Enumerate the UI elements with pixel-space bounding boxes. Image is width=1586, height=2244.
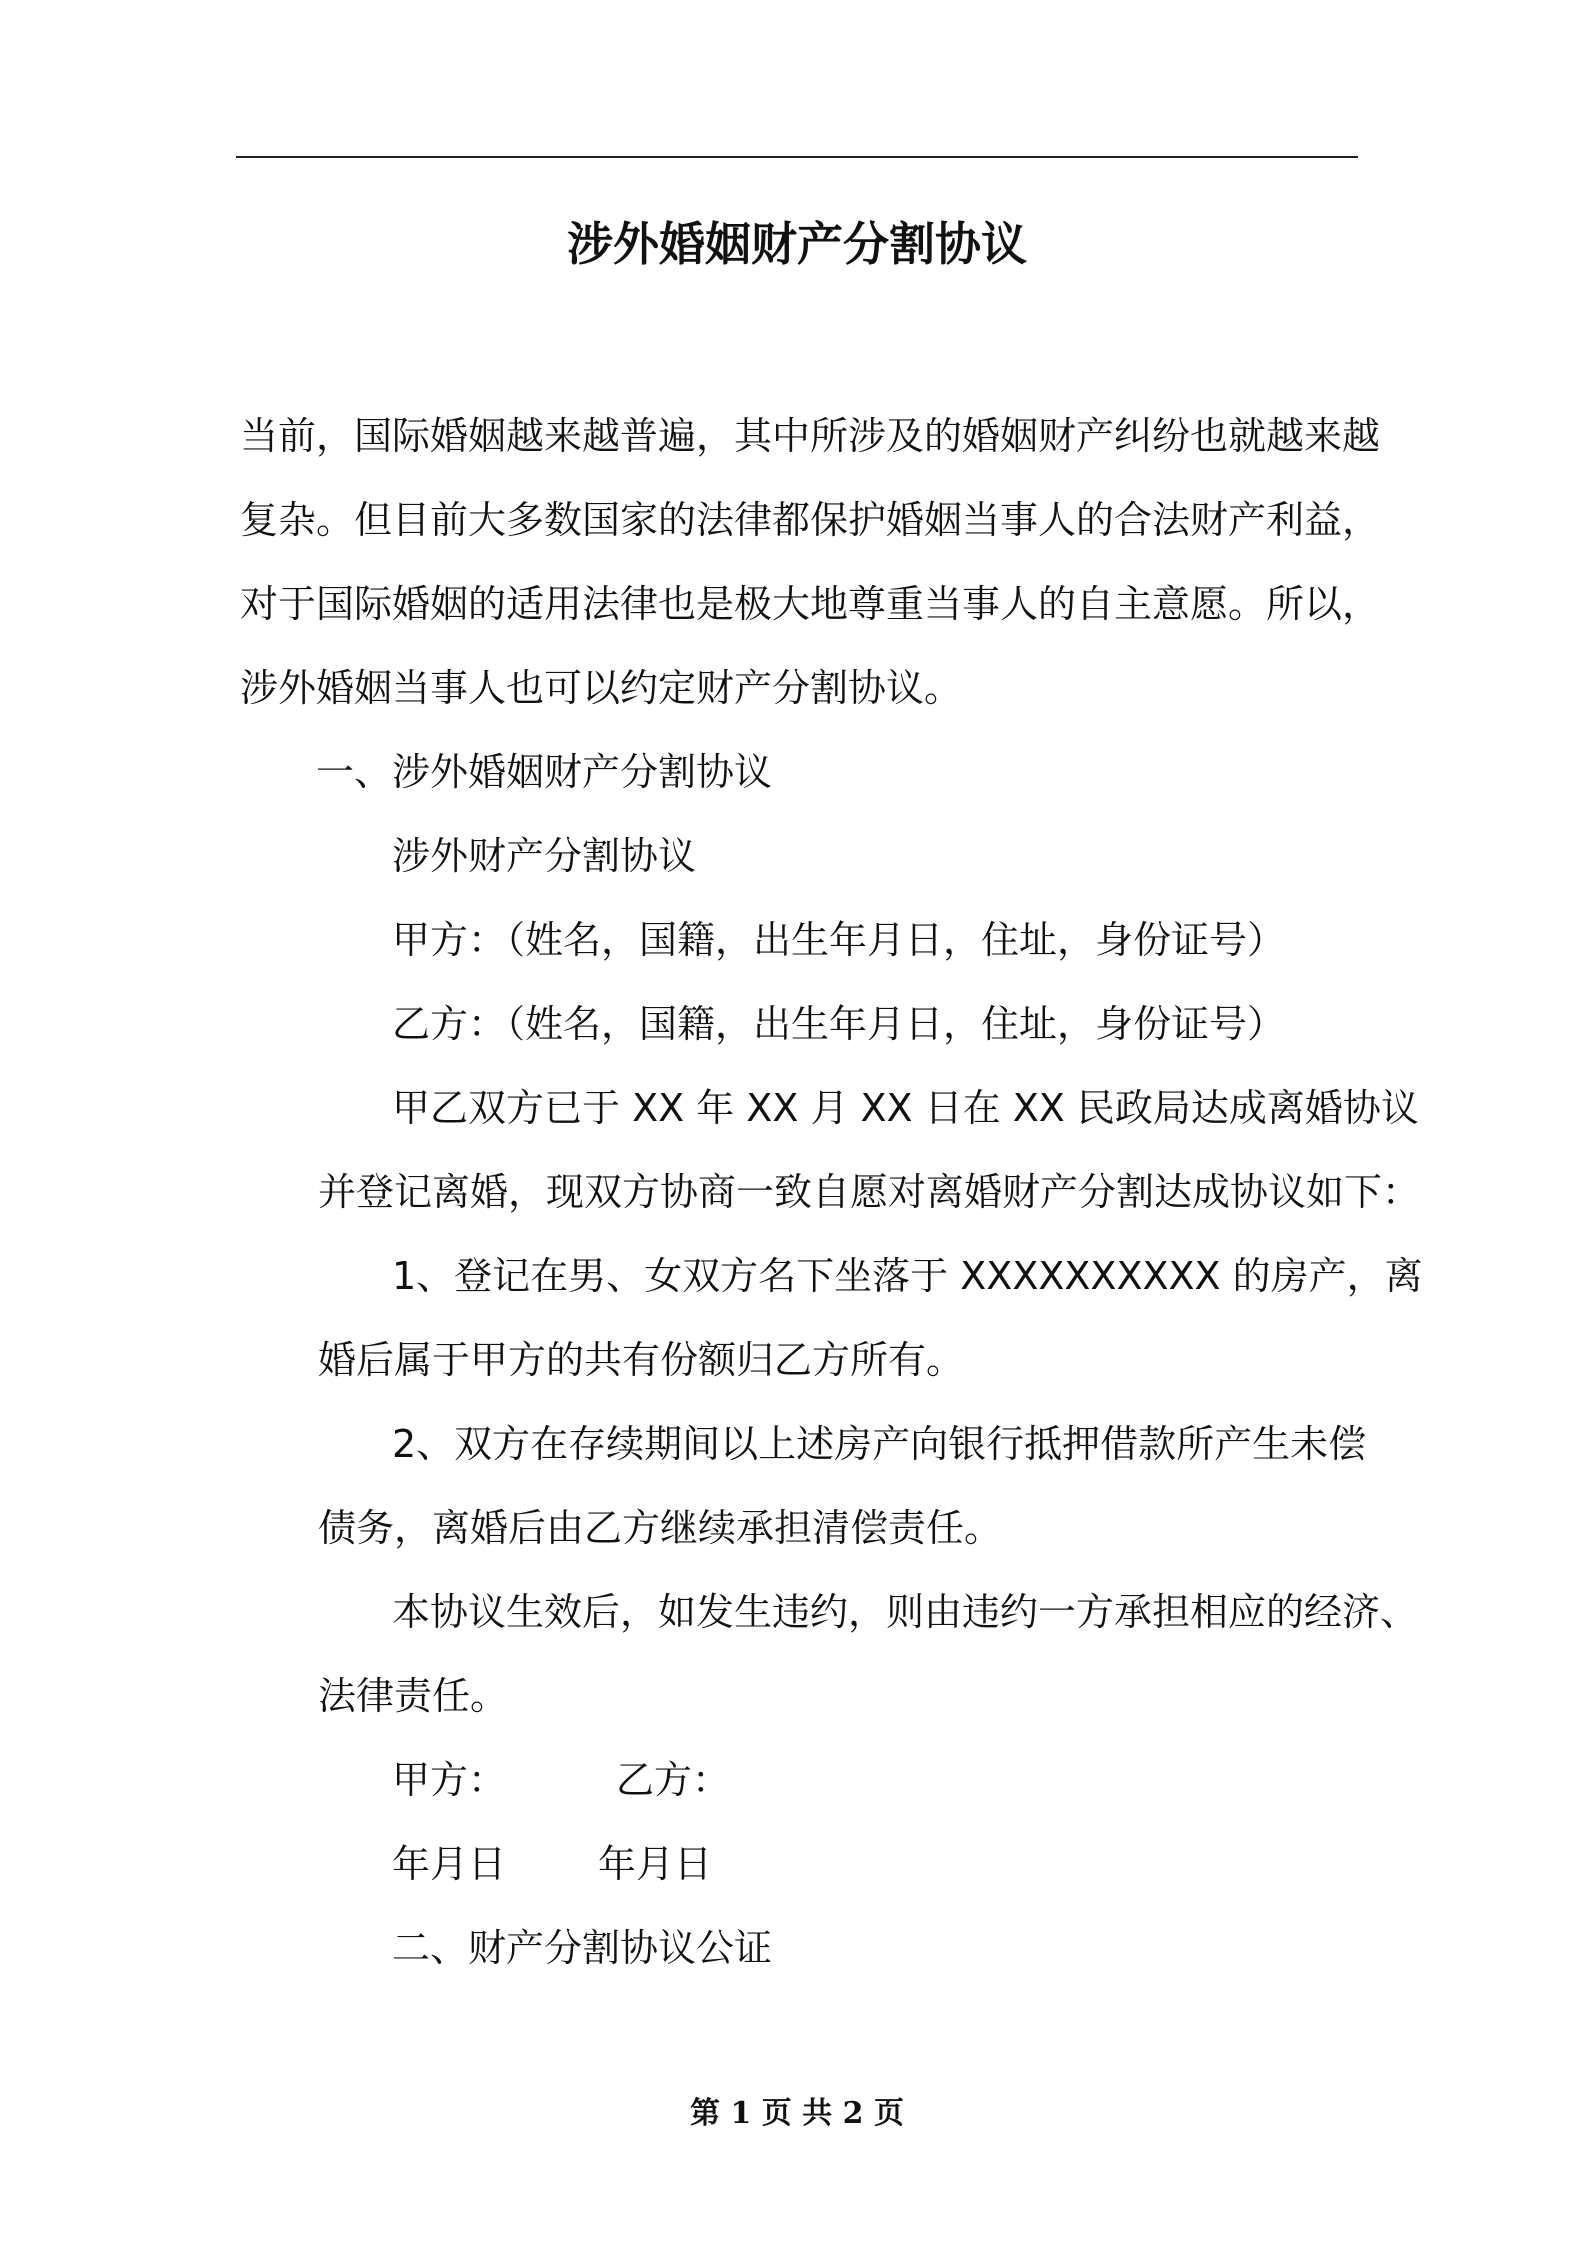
party-b-line: 乙方：（姓名，国籍，出生年月日，住址，身份证号）	[392, 1002, 1286, 1046]
effect-line-1: 本协议生效后，如发生违约，则由违约一方承担相应的经济、	[392, 1590, 1419, 1634]
header-rule	[236, 156, 1358, 158]
signature-party-b-label: 乙方：	[616, 1758, 731, 1802]
document-title: 涉外婚姻财产分割协议	[567, 217, 1027, 271]
intro-line-1: 当前，国际婚姻越来越普遍，其中所涉及的婚姻财产纠纷也就越来越	[240, 414, 1381, 458]
signature-date-b: 年月日	[598, 1842, 713, 1886]
intro-line-2: 复杂。但目前大多数国家的法律都保护婚姻当事人的合法财产利益，	[240, 498, 1381, 542]
effect-line-2: 法律责任。	[318, 1674, 509, 1718]
signature-date-a: 年月日	[392, 1842, 507, 1886]
clause-1-line-1: 1、登记在男、女双方名下坐落于 XXXXXXXXXX 的房产，离	[392, 1254, 1423, 1298]
section-1-heading: 一、涉外婚姻财产分割协议	[316, 750, 773, 794]
agreement-title: 涉外财产分割协议	[392, 834, 697, 878]
signature-party-a-label: 甲方：	[392, 1758, 507, 1802]
preamble-line-2: 并登记离婚，现双方协商一致自愿对离婚财产分割达成协议如下：	[318, 1170, 1421, 1214]
page-number-footer: 第 1 页 共 2 页	[690, 2096, 904, 2131]
clause-2-line-1: 2、双方在存续期间以上述房产向银行抵押借款所产生未偿	[392, 1422, 1367, 1466]
section-2-heading: 二、财产分割协议公证	[392, 1926, 773, 1970]
preamble-line-1: 甲乙双方已于 XX 年 XX 月 XX 日在 XX 民政局达成离婚协议	[392, 1086, 1419, 1130]
party-a-line: 甲方：（姓名，国籍，出生年月日，住址，身份证号）	[392, 918, 1286, 962]
clause-1-line-2: 婚后属于甲方的共有份额归乙方所有。	[318, 1338, 965, 1382]
intro-line-4: 涉外婚姻当事人也可以约定财产分割协议。	[240, 666, 963, 710]
intro-line-3: 对于国际婚姻的适用法律也是极大地尊重当事人的自主意愿。所以，	[240, 582, 1381, 626]
clause-2-line-2: 债务，离婚后由乙方继续承担清偿责任。	[318, 1506, 1003, 1550]
